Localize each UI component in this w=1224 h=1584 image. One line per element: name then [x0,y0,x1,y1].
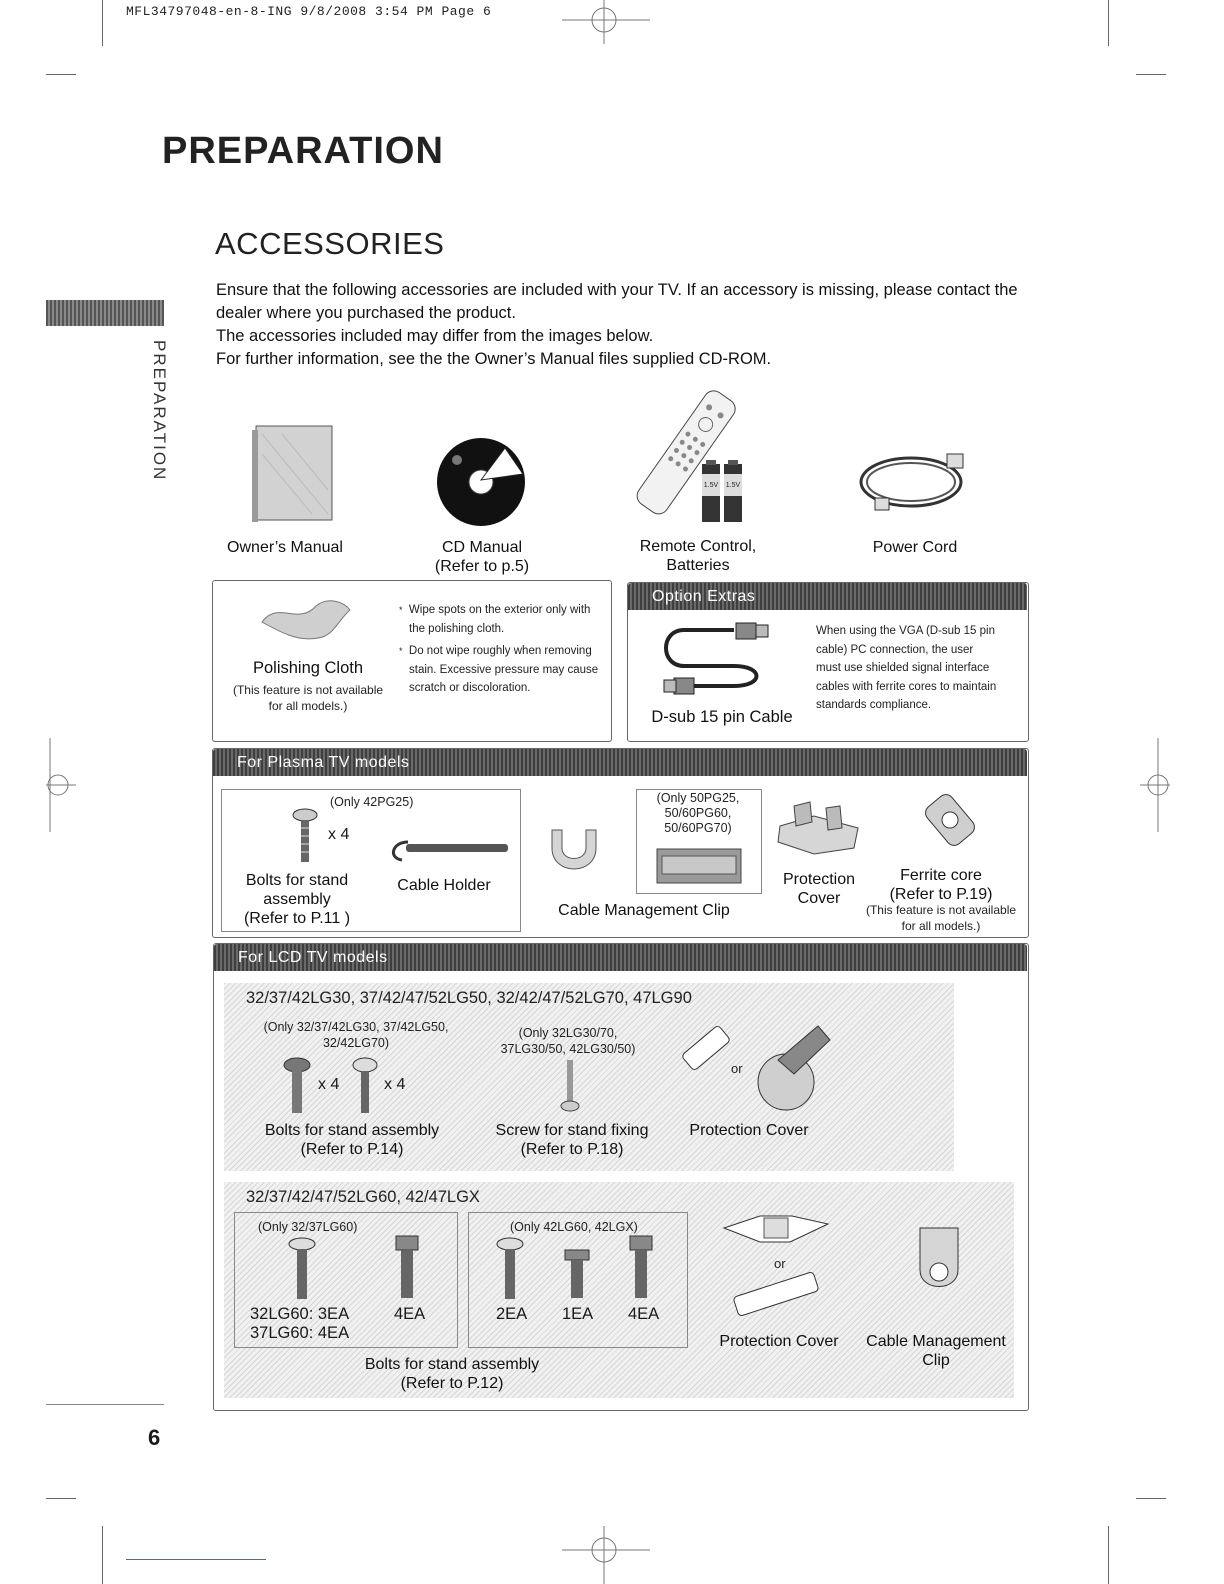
clip-line: Clip [922,1352,950,1369]
protection-cover-line: Cover [797,890,841,907]
polishing-cloth-note-line: (This feature is not available [232,683,384,697]
only-50pg-label [636,791,760,836]
section-title: ACCESSORIES [215,226,445,261]
bolts-stand-label [222,871,372,928]
or-label: or [731,1061,743,1076]
lcd-group1-models: 32/37/42LG30, 37/42/47/52LG50, 32/42/47/52LG70, 47LG90 [246,989,692,1007]
only-b-line: 37LG30/50, 42LG30/50) [500,1042,636,1056]
clip-line: Cable Management [866,1333,1006,1350]
only-a-label: (Only 32/37LG60) [258,1220,358,1234]
bolt-quantity: x 4 [384,1076,406,1093]
qty-a-3: 4EA [394,1305,426,1323]
polishing-instructions: * Wipe spots on the exterior only with the polishing cloth. * Do not wipe roughly when removing stain. Excessive pressure may cause scratch or discoloration. [399,601,609,698]
remote-control-title: Remote Control, [639,538,757,555]
protection-cover-line: Protection [782,871,856,888]
power-cord-icon [855,446,975,518]
side-tab-label: PREPARATION [150,340,169,482]
bolt-icon [562,1250,592,1298]
dsub-note-line: must use shielded signal interface [816,662,990,674]
lcd-group2-clip-label [858,1332,1014,1370]
qty-a [250,1305,349,1343]
protection-cover-icon [748,1020,832,1116]
only-50pg-line: 50/60PG60, [664,806,732,820]
side-tab-marker [46,300,164,326]
qty-line: 32LG60: 3EA [250,1305,350,1323]
battery-label: 1.5V [703,482,719,489]
protection-cover-label [770,870,868,908]
instruction-line: scratch or discoloration. [409,682,531,694]
bolts-title: Bolts for stand assembly [264,1122,440,1139]
bolt-quantity: x 4 [328,826,350,843]
screw-icon [560,1060,580,1112]
instruction-line: Wipe spots on the exterior only with [408,604,591,616]
intro-text [216,279,1026,371]
cd-manual-title: CD Manual [441,539,523,556]
dsub-note-line: cable) PC connection, the user [816,643,974,656]
bolts-stand-line: Bolts for stand [245,872,349,889]
ferrite-core-ref: (Refer to P.19) [889,886,993,903]
qty-b-1: 2EA [496,1305,528,1323]
protection-cover-icon [774,798,862,856]
manual-book-icon [252,424,334,524]
intro-paragraph: For further information, see the the Owner’s Manual files supplied CD-ROM. [216,350,772,368]
lcd-group1-only-b [480,1025,656,1057]
page-title: PREPARATION [162,130,444,172]
lcd-group2-models: 32/37/42/47/52LG60, 42/47LGX [246,1188,480,1206]
instruction-line: stain. Excessive pressure may cause [409,663,599,676]
bolt-icon [286,1238,318,1300]
dsub-note [816,622,1010,715]
lcd-group1-screw-label [478,1121,666,1159]
polishing-cloth-title: Polishing Cloth [252,659,364,677]
bolts-ref: (Refer to P.12) [400,1375,504,1392]
dsub-note-line: When using the VGA (D-sub 15 pin [816,625,995,637]
bolt-quantity: x 4 [318,1076,340,1093]
cable-holder-icon [384,838,510,864]
qty-b-2: 1EA [562,1305,594,1323]
clip-strip-icon [656,848,742,884]
only-50pg-line: 50/60PG70) [664,821,732,835]
bolts-title: Bolts for stand assembly [364,1356,540,1373]
lcd-bar: For LCD TV models [214,944,1027,971]
instruction-line: Do not wipe roughly when removing [408,645,592,657]
owners-manual-label: Owner’s Manual [227,539,343,556]
polishing-cloth-note [222,682,394,714]
ferrite-core-note [856,902,1026,934]
ferrite-core-title: Ferrite core [900,867,982,884]
ferrite-note-line: for all models.) [901,919,981,933]
ferrite-core-icon [920,790,980,850]
ferrite-core-label [866,866,1016,904]
power-cord-label: Power Cord [872,539,958,556]
cable-management-clip-label: Cable Management Clip [558,902,730,919]
polishing-cloth-icon [258,596,354,644]
dsub-note-line: standards compliance. [816,699,932,711]
only-a-line: (Only 32/37/42LG30, 37/42LG50, [263,1020,449,1034]
cd-disc-icon [435,436,527,528]
polishing-cloth-note-line: for all models.) [268,699,348,713]
cd-manual-ref: (Refer to p.5) [434,558,530,575]
screw-ref: (Refer to P.18) [520,1141,624,1158]
print-header: MFL34797048-en-8-ING 9/8/2008 3:54 PM Page 6 [126,4,492,19]
bolt-icon [350,1058,380,1114]
intro-paragraph: Ensure that the following accessories are included with your TV. If an accessory is missing, please contact the dealer where you purchased the product. [216,281,1018,322]
bolt-icon [282,1058,312,1114]
battery-label: 1.5V [725,482,741,489]
dsub-cable-label: D-sub 15 pin Cable [651,708,793,726]
only-42pg25-label: (Only 42PG25) [330,795,414,809]
bolts-stand-ref: (Refer to P.11 ) [243,910,351,927]
bolt-icon [494,1238,526,1300]
or-label: or [774,1256,786,1271]
dsub-cable-icon [664,620,776,694]
clip-u-icon [548,828,600,874]
instruction-line: the polishing cloth. [409,622,505,635]
lcd-group2-protection-label: Protection Cover [719,1333,839,1350]
cable-clip-icon [914,1226,964,1292]
remote-label [620,537,776,575]
batteries-title: Batteries [666,557,730,574]
only-b-label: (Only 42LG60, 42LGX) [510,1220,638,1234]
bolt-icon [290,808,320,864]
cd-manual-label [400,538,564,576]
only-a-line: 32/42LG70) [322,1036,390,1050]
lcd-group1-protection-label: Protection Cover [689,1122,809,1139]
only-50pg-line: (Only 50PG25, [656,791,740,805]
screw-title: Screw for stand fixing [495,1122,649,1139]
intro-paragraph: The accessories included may differ from the images below. [216,327,654,345]
dsub-note-line: cables with ferrite cores to maintain [816,680,997,693]
protection-cover-icon [676,1020,736,1076]
lcd-group2-bolts-label [344,1355,560,1393]
plasma-bar: For Plasma TV models [213,749,1027,776]
ferrite-note-line: (This feature is not available [865,903,1017,917]
bolt-icon [392,1236,422,1300]
bolts-ref: (Refer to P.14) [300,1141,404,1158]
bolts-stand-line: assembly [263,891,331,908]
cable-holder-label: Cable Holder [397,877,491,894]
lcd-group1-bolts-label [248,1121,456,1159]
bolt-icon [626,1236,656,1300]
qty-b-3: 4EA [628,1305,660,1323]
page-number-rule [46,1404,164,1405]
option-extras-bar: Option Extras [628,583,1027,610]
lcd-group1-only-a [240,1019,472,1051]
qty-line: 37LG60: 4EA [250,1324,350,1342]
page-number: 6 [148,1425,161,1450]
only-b-line: (Only 32LG30/70, [518,1026,618,1040]
